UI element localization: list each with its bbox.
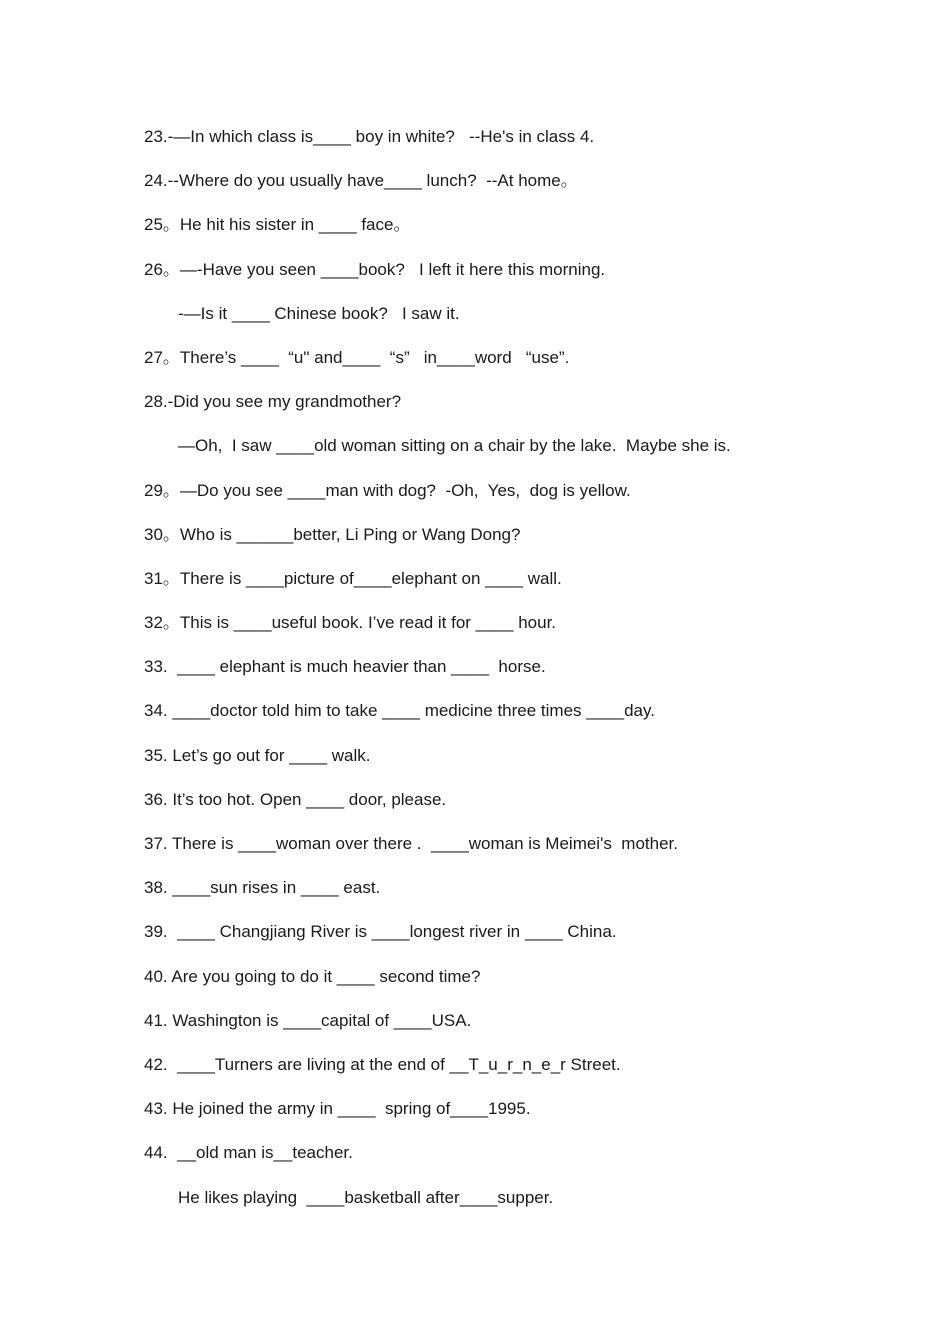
question-28: 28.-Did you see my grandmother? bbox=[144, 392, 402, 412]
question-27: 27。There’s ____ “u" and____ “s” in____word “use”. bbox=[144, 347, 570, 367]
question-25: 25。He hit his sister in ____ face。 bbox=[144, 215, 411, 235]
question-44-continuation: He likes playing ____basketball after____supper. bbox=[178, 1187, 554, 1207]
question-42: 42. ____Turners are living at the end of __T_u_r_n_e_r Street. bbox=[144, 1054, 621, 1074]
question-34: 34. ____doctor told him to take ____ medicine three times ____day. bbox=[144, 701, 655, 721]
question-36: 36. It’s too hot. Open ____ door, please. bbox=[144, 789, 447, 809]
question-29: 29。—Do you see ____man with dog? -Oh, Yes, dog is yellow. bbox=[144, 480, 631, 500]
question-28-reply: —Oh, I saw ____old woman sitting on a chair by the lake. Maybe she is. bbox=[178, 436, 731, 456]
question-44: 44. __old man is__teacher. bbox=[144, 1143, 353, 1163]
question-30: 30。Who is ______better, Li Ping or Wang Dong? bbox=[144, 524, 521, 544]
question-26: 26。—-Have you seen ____book? I left it here this morning. bbox=[144, 259, 606, 279]
question-43: 43. He joined the army in ____ spring of____1995. bbox=[144, 1099, 531, 1119]
question-32: 32。This is ____useful book. I’ve read it for ____ hour. bbox=[144, 613, 557, 633]
question-38: 38. ____sun rises in ____ east. bbox=[144, 878, 381, 898]
question-list bbox=[144, 123, 904, 1228]
question-23: 23.-—In which class is____ boy in white? --He's in class 4. bbox=[144, 127, 595, 146]
question-24: 24.--Where do you usually have____ lunch? --At home。 bbox=[144, 171, 578, 191]
question-35: 35. Let’s go out for ____ walk. bbox=[144, 745, 371, 765]
question-33: 33. ____ elephant is much heavier than ____ horse. bbox=[144, 657, 546, 677]
question-40: 40. Are you going to do it ____ second time? bbox=[144, 966, 481, 986]
question-26-reply: -—Is it ____ Chinese book? I saw it. bbox=[178, 303, 460, 323]
question-31: 31。There is ____picture of____elephant on ____ wall. bbox=[144, 568, 562, 588]
question-41: 41. Washington is ____capital of ____USA. bbox=[144, 1010, 472, 1030]
question-37: 37. There is ____woman over there . ____woman is Meimei's mother. bbox=[144, 834, 678, 853]
question-39: 39. ____ Changjiang River is ____longest river in ____ China. bbox=[144, 922, 617, 942]
